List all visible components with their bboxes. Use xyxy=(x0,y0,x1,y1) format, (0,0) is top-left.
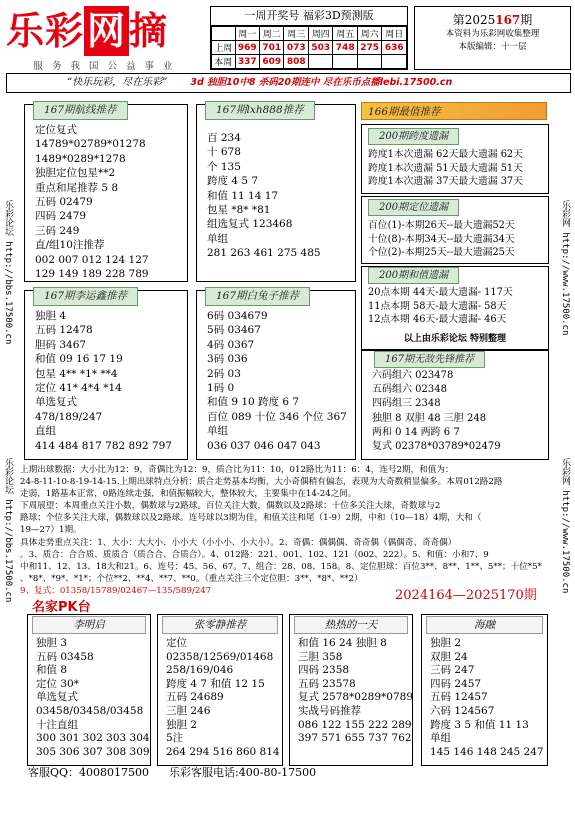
last-week-number: 503 xyxy=(308,41,332,55)
weekday-cell: 周五 xyxy=(333,27,357,41)
expert-line: 397 571 655 737 762 xyxy=(298,732,412,745)
recommend-line: 单组 xyxy=(207,232,228,245)
recommend-line: 281 263 461 275 485 xyxy=(207,247,321,260)
expert-column-title: 海融 xyxy=(426,616,543,634)
expert-line: 5注 xyxy=(166,732,184,745)
recommend-line: 002 007 012 124 127 xyxy=(35,253,149,266)
recommend-box-title: 167期李运鑫推荐 xyxy=(33,287,138,306)
expert-line: 四码 2457 xyxy=(430,677,482,690)
expert-column-title: 张零静推荐 xyxy=(162,616,278,634)
recommend-line: 组选复式 123468 xyxy=(207,218,293,231)
recommend-line: 直/组10注推荐 xyxy=(35,239,105,252)
omission-line: 个位(2)-本期25天--最大遗漏25天 xyxy=(368,247,515,259)
analysis-line: 下周展望：本周重点关注小数，偶数球与2路球。百位关注大数，偶数以及2路球；十位多关注大球，奇数球与2 xyxy=(20,501,441,512)
pioneer-recommend-box xyxy=(361,350,549,460)
recommend-line: 四码 2479 xyxy=(35,210,87,223)
recommend-box-lxh888 xyxy=(196,104,356,282)
recommend-line: 独胆定位包星**2 xyxy=(35,167,116,180)
recommend-line: 三码 249 xyxy=(35,224,80,237)
logo xyxy=(6,6,203,58)
recommend-box-lines xyxy=(207,309,347,453)
weekday-cell: 周四 xyxy=(308,27,332,41)
issue-info-1: 本资料为乐彩网收集整理 xyxy=(445,29,540,39)
expert-line: 复式 2578*0289*0789 xyxy=(298,691,414,704)
draw-results-title: 一周开奖号 福彩3D预测版 xyxy=(211,7,407,26)
analysis-text xyxy=(20,464,556,597)
recommend-line: 和值 11 14 17 xyxy=(207,189,279,202)
this-week-number xyxy=(357,55,381,69)
pioneer-recommend-lines xyxy=(372,369,501,454)
recommend-line: 3码 036 xyxy=(207,353,248,366)
recommend-line: 直组 xyxy=(35,425,56,438)
draw-results-panel xyxy=(210,6,408,70)
issue-info-2: 本版编辑：十一层 xyxy=(458,42,527,52)
issue-prefix: 第2025 xyxy=(452,13,496,27)
recommend-line: 跨度 4 5 7 xyxy=(207,175,259,188)
recommend-line: 129 149 189 228 789 xyxy=(35,268,149,281)
side-text-left-top: 乐彩论坛 http://bbs.17500.cn xyxy=(3,200,13,345)
expert-column-title: 李明启 xyxy=(32,616,146,634)
weekday-cell: 周三 xyxy=(284,27,308,41)
last-week-number: 748 xyxy=(333,41,357,55)
expert-line: 定位 30* xyxy=(36,677,79,690)
expert-line: 三胆 246 xyxy=(166,704,211,717)
recommend-box-hangxian xyxy=(24,104,188,282)
weekday-cell: 周二 xyxy=(260,27,284,41)
expert-line: 五码 23578 xyxy=(298,677,356,690)
expert-line: 086 122 155 222 289 xyxy=(298,718,412,731)
expert-line: 独胆 2 xyxy=(166,718,198,731)
recommend-box-lines xyxy=(207,131,321,261)
expert-line: 六码 124567 xyxy=(430,704,495,717)
recommend-box-title: 167期航线推荐 xyxy=(33,101,128,120)
analysis-line: 走弱，1路基本正常，0路连续走强，和值振幅较大，整体较大，主要集中在14-24之间。 xyxy=(20,489,357,500)
pk-section-title: 名家PK台 xyxy=(32,600,91,615)
expert-line: 跨度 3 5 和值 11 13 xyxy=(430,718,529,731)
position-omission-title: 200期定位遗漏 xyxy=(368,199,459,216)
last-week-label: 上周 xyxy=(212,41,236,55)
expert-column-zhanglingjing xyxy=(157,614,283,766)
position-omission-lines xyxy=(368,219,515,260)
recommend-line: 414 484 817 782 892 797 xyxy=(35,439,172,452)
expert-line: 305 306 307 308 309 xyxy=(36,745,150,758)
recommend-line: 包星 4** *1* **4 xyxy=(35,367,118,380)
omission-line: 12点本期 46天-最大遗漏- 46天 xyxy=(368,314,507,326)
expert-line: 和值 8 xyxy=(36,664,68,677)
banner-slogan: “快乐玩彩，尽在乐彩” xyxy=(67,77,168,88)
expert-column-lines xyxy=(36,637,150,759)
issue-suffix: 期 xyxy=(520,13,533,27)
omission-line: 百位(1)-本期26天--最大遗漏52天 xyxy=(368,220,515,231)
this-week-number xyxy=(308,55,332,69)
expert-line: 跨度 4 7 和值 12 15 xyxy=(166,677,265,690)
expert-column-lines xyxy=(430,637,544,759)
analysis-line: 。3、质合：合合质、质质合（质合合、合质合）。4、012路：221、001、102、121（002、222）。5、和值：小和7、9 xyxy=(20,549,489,560)
expert-column-limingqi xyxy=(27,614,151,766)
recommend-line: 百 234 xyxy=(207,132,241,144)
expert-line: 145 146 148 245 247 xyxy=(430,745,544,758)
recommend-line: 2码 03 xyxy=(207,367,241,380)
this-week-number: 609 xyxy=(260,55,284,69)
analysis-line: 路球；个位多关注大球，偶数球以及2路球。连号球以3期为佳，和值关注和尾（1-9）2期，中和（10—18）4期，大和（ xyxy=(20,513,482,524)
customer-service-phone: 乐彩客服电话:400-80-17500 xyxy=(169,766,317,779)
omission-line: 跨度1本次遗漏 37天最大遗漏 37天 xyxy=(368,176,523,188)
last-week-number: 969 xyxy=(235,41,259,55)
recommend-line: 和值 09 16 17 19 xyxy=(35,353,123,366)
sum-omission-title: 200期和值遗漏 xyxy=(368,267,459,284)
expert-line: 02358/12569/01468 xyxy=(166,650,274,663)
analysis-line-highlight: 9、复式：01358/15789/02467—135/589/247 xyxy=(20,585,212,596)
expert-line: 03458/03458/03458 xyxy=(36,704,144,717)
expert-line: 独胆 2 xyxy=(430,637,462,649)
last-week-number: 073 xyxy=(284,41,308,55)
recommend-line: 六码组六 023478 xyxy=(372,370,454,381)
side-text-right-bottom: 乐彩网 http://www.17500.cn xyxy=(560,458,570,594)
expert-column-hairong xyxy=(421,614,548,766)
this-week-number xyxy=(382,55,407,69)
position-omission-box xyxy=(361,196,549,264)
recommend-line: 4码 0367 xyxy=(207,338,255,351)
analysis-line: 、*8*、*9*、*1*；个位**2、**4、**7、**0。（重点关注三个定位胆：3**、*8*、**2） xyxy=(20,573,363,584)
recommend-box-title: 167期lxh888推荐 xyxy=(205,101,315,120)
recommend-line: 独胆 8 双胆 48 三胆 248 xyxy=(372,412,487,424)
banner-strip xyxy=(6,73,571,93)
slogan: 服 务 我 国 公 益 事 业 xyxy=(33,61,176,72)
this-week-label: 本周 xyxy=(212,55,236,69)
side-text-left-bottom: 乐彩论坛 http://bbs.17500.cn xyxy=(3,458,13,603)
customer-service-qq: 客服QQ：4008017500 xyxy=(28,766,150,779)
this-week-number: 808 xyxy=(284,55,308,69)
expert-line: 和值 16 24 独胆 8 xyxy=(298,637,387,649)
recommend-line: 五码 02479 xyxy=(35,196,93,209)
side-text-right-top: 乐彩网 http://www.17500.cn xyxy=(560,200,570,336)
recommend-box-lines xyxy=(35,309,172,453)
recommend-line: 定位 41* 4*4 *14 xyxy=(35,382,122,395)
expert-line: 258/169/046 xyxy=(166,664,234,677)
recommend-line: 6码 034679 xyxy=(207,310,268,322)
recommend-line: 定位复式 xyxy=(35,124,77,136)
recommend-line: 五码组六 02348 xyxy=(372,384,447,396)
expert-line: 264 294 516 860 814 xyxy=(166,745,280,758)
expert-line: 单选复式 xyxy=(36,691,78,704)
analysis-line: 上期出球数据：大小比为12：9，奇偶比为12：9，质合比为11：10，012路比为11：6：4，连号2期，和值为： xyxy=(20,465,454,475)
sum-omission-box xyxy=(361,266,549,350)
recommend-line: 包星 *8* *81 xyxy=(207,204,271,217)
weekday-cell: 周日 xyxy=(382,27,407,41)
hot-recommend-header: 166期最值推荐 xyxy=(361,102,547,120)
analysis-line: 具体走势重点关注：1、大小：大大小、小小大（小小小、小大小）。2、奇偶：偶偶偶、奇奇偶（偶偶奇、奇奇偶） xyxy=(20,537,457,548)
logo-text: 乐彩网摘 xyxy=(6,6,203,56)
expert-line: 四码 2358 xyxy=(298,664,350,677)
expert-column-rerede xyxy=(289,614,413,766)
issue-num: 167 xyxy=(495,13,521,27)
last-week-number: 275 xyxy=(357,41,381,55)
omission-line: 十位(8)-本期34天--最大遗漏34天 xyxy=(368,233,515,245)
this-week-number: 337 xyxy=(235,55,259,69)
analysis-line: 中和11、12、13、18大和21。6、连号：45、56、67。7、组合：28、08、158。8、定位胆球：百位3**、8**、1**、5**；十位*5* xyxy=(20,561,542,572)
span-omission-box xyxy=(361,124,549,194)
expert-line: 五码 24689 xyxy=(166,691,224,704)
omission-line: 跨度1本次遗漏 51天最大遗漏 51天 xyxy=(368,162,523,174)
issue-number xyxy=(415,11,570,28)
expert-line: 300 301 302 303 304 xyxy=(36,732,150,745)
banner-promo-link[interactable]: 3d 独胆10中8 杀码20期连中 尽在乐币点播lebi.17500.cn xyxy=(190,77,453,88)
recommend-line: 5码 03467 xyxy=(207,324,261,337)
recommend-box-liyunxin xyxy=(24,290,188,460)
recommend-box-baituzi xyxy=(196,290,356,460)
recommend-line: 十 678 xyxy=(207,146,241,159)
recommend-line: 重点和尾推荐 5 8 xyxy=(35,181,119,194)
recommend-line: 036 037 046 047 043 xyxy=(207,439,321,452)
weekday-cell: 周六 xyxy=(357,27,381,41)
recommend-box-title: 167期白兔子推荐 xyxy=(205,287,310,306)
expert-column-lines xyxy=(298,637,413,746)
recommend-line: 单选复式 xyxy=(35,396,77,409)
recommend-line: 独胆 4 xyxy=(35,310,67,322)
recommend-line: 百位 089 十位 346 个位 367 xyxy=(207,410,347,423)
weekday-cell xyxy=(212,27,236,41)
expert-line: 单组 xyxy=(430,732,451,745)
span-omission-title: 200期跨度遗漏 xyxy=(368,128,459,145)
issue-panel xyxy=(414,6,571,70)
last-week-number: 636 xyxy=(382,41,407,55)
expert-line: 五码 12457 xyxy=(430,691,488,704)
recommend-line: 1489*0289*1278 xyxy=(35,152,126,165)
recommend-line: 单组 xyxy=(207,425,228,438)
recommend-line: 五码 12478 xyxy=(35,324,93,337)
expert-line: 实战号码推荐 xyxy=(298,704,361,717)
compiled-by-note: 以上由乐彩论坛 特别整理 xyxy=(403,334,507,344)
analysis-line: 19—27）1期。 xyxy=(20,525,82,536)
this-week-number xyxy=(333,55,357,69)
expert-line: 五码 03458 xyxy=(36,650,94,663)
recommend-box-lines xyxy=(35,123,149,281)
issue-range: 2024164—2025170期 xyxy=(395,588,537,603)
recommend-line: 两和 0 14 两跨 6 7 xyxy=(372,426,460,438)
expert-line: 独胆 3 xyxy=(36,637,68,649)
recommend-line: 四码组三 2348 xyxy=(372,398,441,410)
expert-line: 三胆 358 xyxy=(298,650,343,663)
expert-line: 三码 247 xyxy=(430,664,475,677)
omission-line: 跨度1本次遗漏 62天最大遗漏 62天 xyxy=(368,149,523,160)
recommend-line: 个 135 xyxy=(207,160,241,173)
expert-column-lines xyxy=(166,637,280,759)
span-omission-lines xyxy=(368,148,523,189)
expert-line: 定位 xyxy=(166,637,187,649)
omission-line: 11点本期 58天-最大遗漏- 58天 xyxy=(368,300,507,312)
sum-omission-lines xyxy=(368,286,513,327)
draw-results-table xyxy=(211,26,407,69)
expert-column-title: 热热的一天 xyxy=(294,616,408,634)
recommend-line: 胆码 3467 xyxy=(35,338,87,351)
analysis-line: 24-8-11-10-8-19-14-15.上期出球特点分析：质合走势基本均衡，大小奇偶稍有偏态，表现为大奇数稍显偏多。本周012路2路 xyxy=(20,477,503,488)
recommend-line: 1码 0 xyxy=(207,382,235,395)
recommend-line: 478/189/247 xyxy=(35,410,103,423)
expert-line: 双胆 24 xyxy=(430,650,468,663)
recommend-line: 复式 02378*03789*02479 xyxy=(372,441,501,453)
recommend-line: 和值 9 10 跨度 6 7 xyxy=(207,396,300,409)
footer xyxy=(28,765,548,781)
pioneer-recommend-title: 167期无敌先锋推荐 xyxy=(374,351,485,368)
expert-line: 十注直组 xyxy=(36,718,78,731)
recommend-line: 14789*02789*01278 xyxy=(35,138,146,151)
omission-line: 20点本期 44天-最大遗漏- 117天 xyxy=(368,287,513,298)
weekday-cell: 周一 xyxy=(235,27,259,41)
logo-inverted-char: 网 xyxy=(84,6,129,56)
last-week-number: 701 xyxy=(260,41,284,55)
